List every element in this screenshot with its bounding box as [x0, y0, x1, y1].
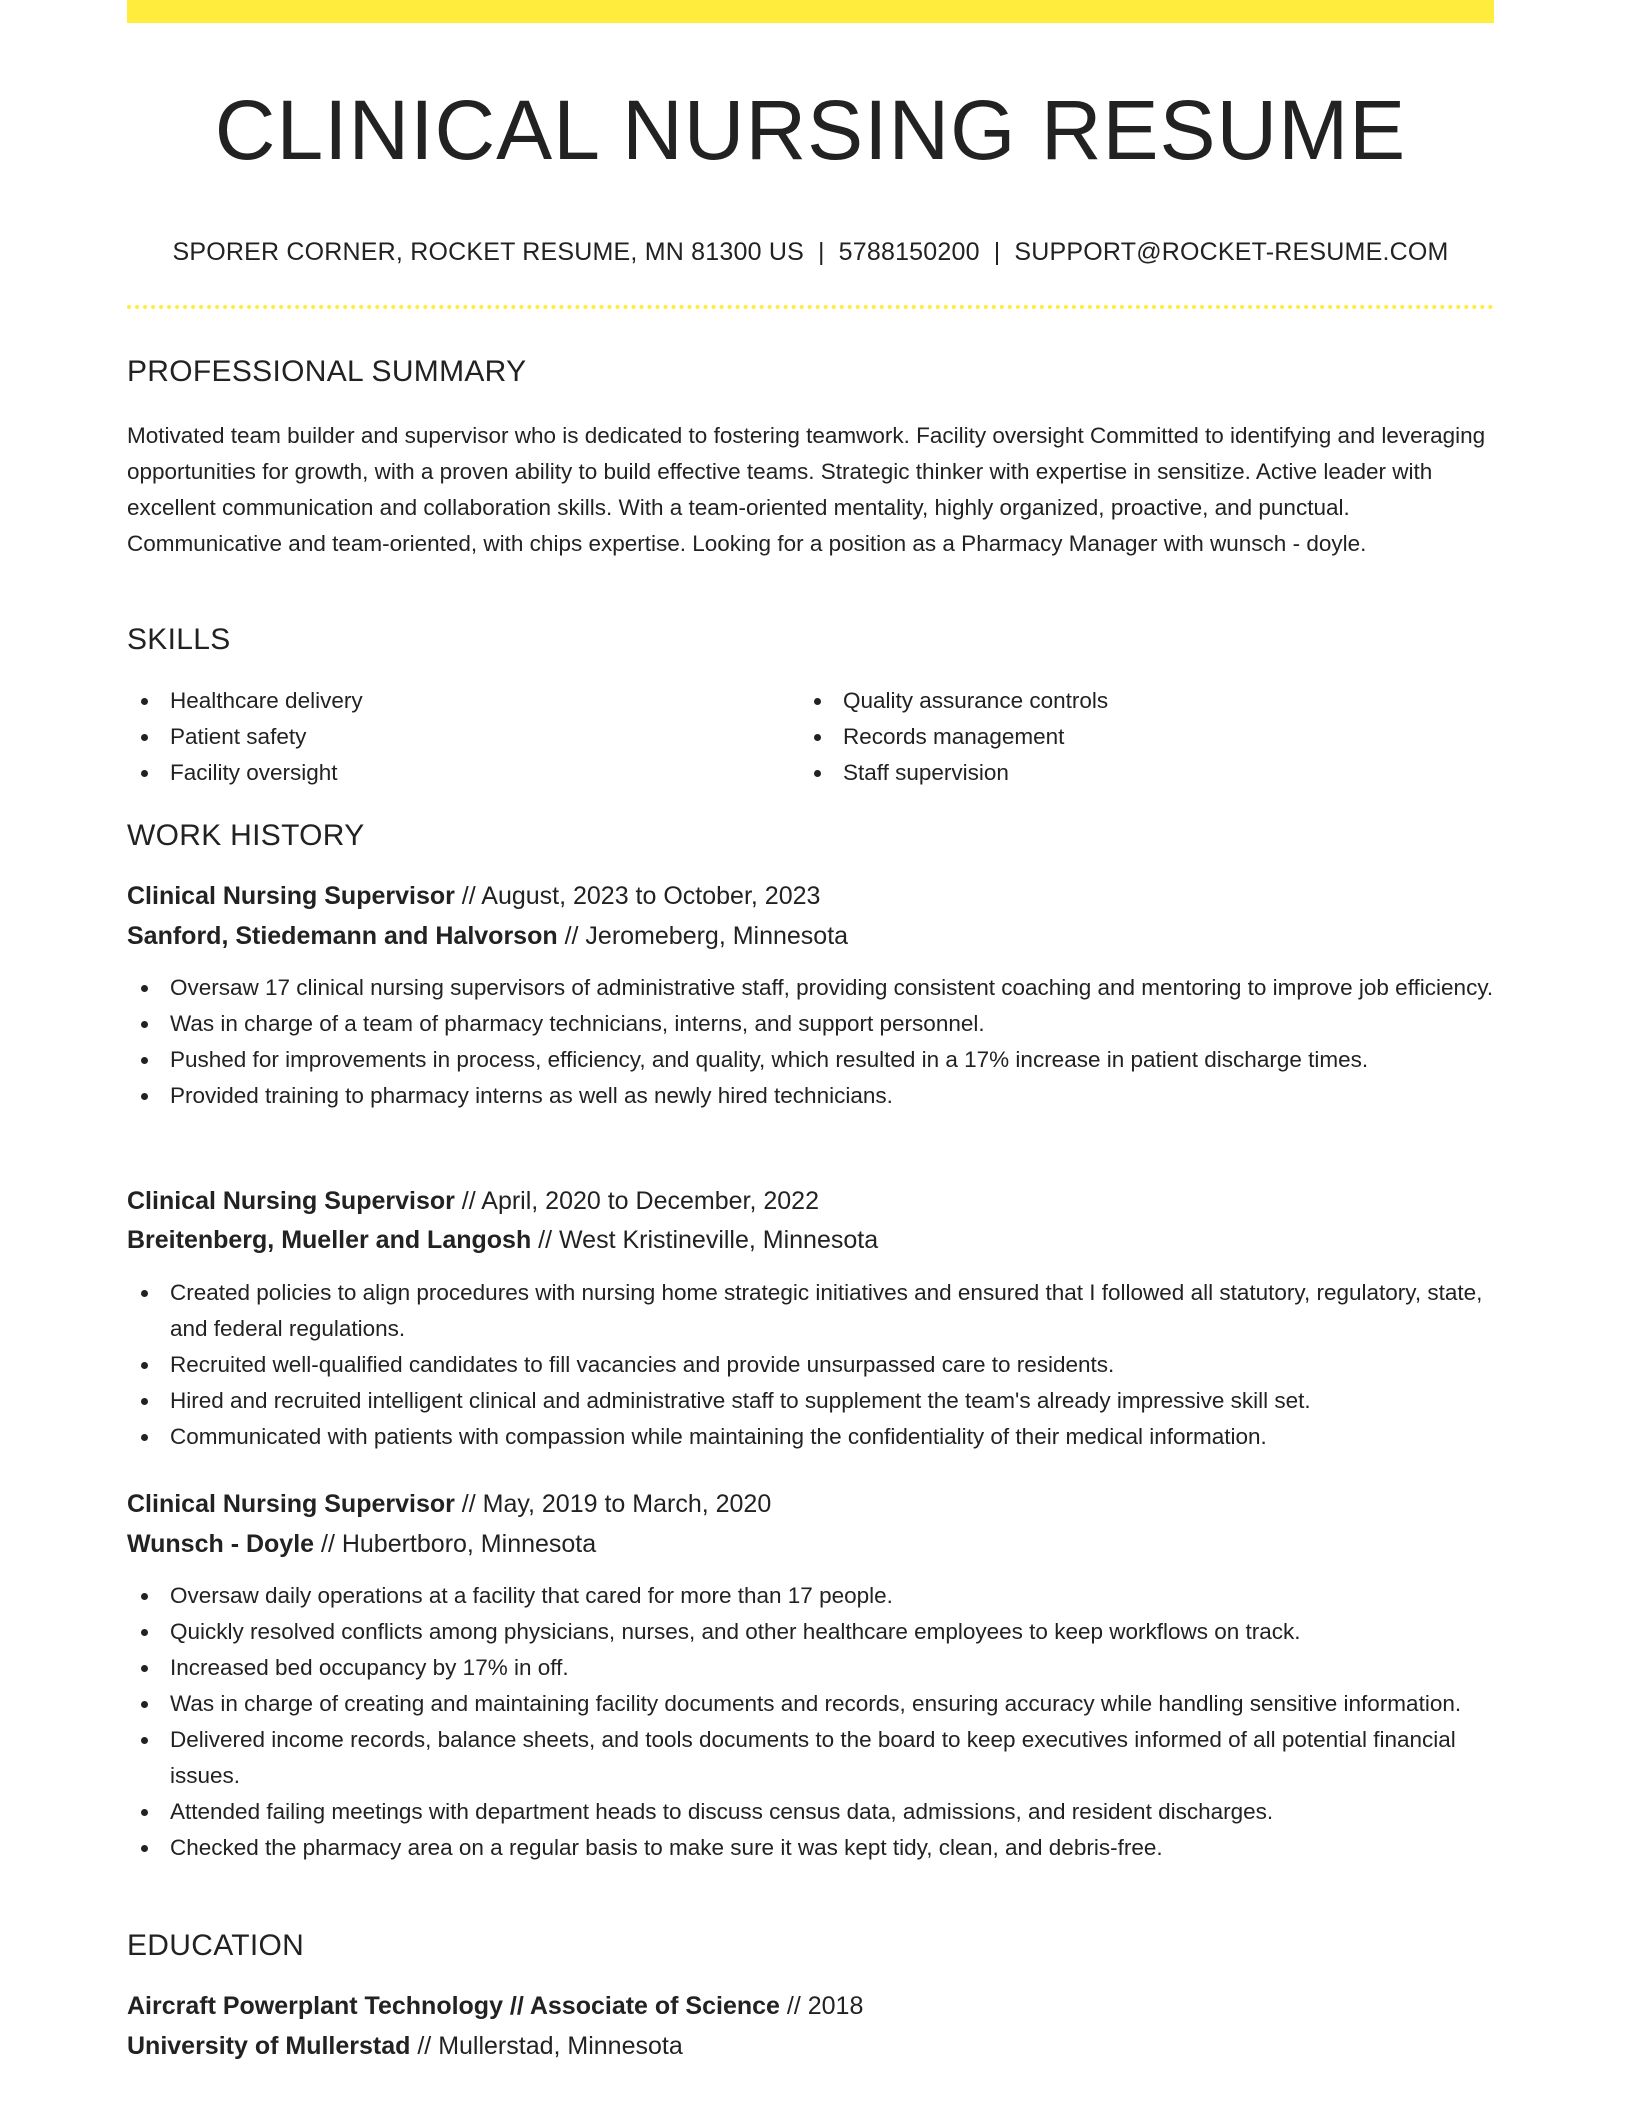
job-bullets [127, 1275, 1494, 1455]
job-location: // Hubertboro, Minnesota [314, 1530, 597, 1558]
education-school: University of Mullerstad [127, 2032, 411, 2060]
contact-email[interactable]: SUPPORT@ROCKET-RESUME.COM [1014, 238, 1449, 266]
job-title-line [127, 878, 820, 914]
summary-text: Motivated team builder and supervisor who is dedicated to fostering teamwork. Facility oversight Committed to identifying and leveraging opportunities for growth, with a proven ability to build effective teams. Strategic thinker with expertise in sensitize. Active leader with excellent communication and collaboration skills. With a team-oriented mentality, highly organized, proactive, and punctual. Communicative and team-oriented, with chips expertise. Looking for a position as a Pharmacy Manager with wunsch - doyle. [127, 423, 1486, 556]
job-bullets [127, 970, 1494, 1114]
job-bullet: Was in charge of creating and maintaining facility documents and records, ensuring accuracy while handling sensitive information. [127, 1686, 1494, 1722]
skill-item: Healthcare delivery [127, 683, 787, 719]
job-bullet: Recruited well-qualified candidates to fill vacancies and provide unsurpassed care to residents. [127, 1347, 1494, 1383]
skill-item: Records management [800, 719, 1460, 755]
job-bullet: Communicated with patients with compassion while maintaining the confidentiality of their medical information. [127, 1419, 1494, 1455]
job-role: Clinical Nursing Supervisor [127, 1187, 455, 1215]
section-title-summary: PROFESSIONAL SUMMARY [127, 355, 527, 388]
contact-separator: | [817, 238, 825, 266]
job-bullet: Provided training to pharmacy interns as well as newly hired technicians. [127, 1078, 1494, 1114]
skill-item: Facility oversight [127, 755, 787, 791]
job-bullet: Increased bed occupancy by 17% in off. [127, 1650, 1494, 1686]
skills-list-right [800, 683, 1460, 791]
job-bullet: Oversaw 17 clinical nursing supervisors of administrative staff, providing consistent coaching and mentoring to improve job efficiency. [127, 970, 1494, 1006]
job-bullet: Oversaw daily operations at a facility that cared for more than 17 people. [127, 1578, 1494, 1614]
job-dates: // May, 2019 to March, 2020 [454, 1490, 772, 1518]
skill-item: Patient safety [127, 719, 787, 755]
job-company-line [127, 918, 848, 954]
skills-list-left [127, 683, 787, 791]
top-accent-bar [127, 0, 1494, 23]
education-degree-line [127, 1988, 863, 2024]
job-bullet: Attended failing meetings with department heads to discuss census data, admissions, and resident discharges. [127, 1794, 1494, 1830]
job-dates: // August, 2023 to October, 2023 [454, 882, 821, 910]
job-dates: // April, 2020 to December, 2022 [454, 1187, 819, 1215]
education-school-line [127, 2028, 683, 2064]
contact-separator: | [993, 238, 1001, 266]
job-company-line [127, 1526, 596, 1562]
education-degree: Aircraft Powerplant Technology // Associate of Science [127, 1992, 780, 2020]
job-bullets [127, 1578, 1494, 1866]
job-bullet: Checked the pharmacy area on a regular basis to make sure it was kept tidy, clean, and debris-free. [127, 1830, 1494, 1866]
skill-item: Staff supervision [800, 755, 1460, 791]
skill-item: Quality assurance controls [800, 683, 1460, 719]
job-company-line [127, 1222, 878, 1258]
section-title-education: EDUCATION [127, 1929, 305, 1962]
job-bullet: Created policies to align procedures with nursing home strategic initiatives and ensured that I followed all statutory, regulatory, state, and federal regulations. [127, 1275, 1494, 1347]
job-bullet: Quickly resolved conflicts among physicians, nurses, and other healthcare employees to keep workflows on track. [127, 1614, 1494, 1650]
job-role: Clinical Nursing Supervisor [127, 882, 455, 910]
job-location: // Jeromeberg, Minnesota [557, 922, 849, 950]
job-company: Sanford, Stiedemann and Halvorson [127, 922, 558, 950]
job-company: Breitenberg, Mueller and Langosh [127, 1226, 532, 1254]
job-bullet: Delivered income records, balance sheets, and tools documents to the board to keep executives informed of all potential financial issues. [127, 1722, 1494, 1794]
education-year: // 2018 [779, 1992, 864, 2020]
contact-phone: 5788150200 [838, 238, 980, 266]
job-title-line [127, 1183, 819, 1219]
job-location: // West Kristineville, Minnesota [531, 1226, 879, 1254]
job-role: Clinical Nursing Supervisor [127, 1490, 455, 1518]
job-bullet: Pushed for improvements in process, efficiency, and quality, which resulted in a 17% increase in patient discharge times. [127, 1042, 1494, 1078]
header-divider [127, 305, 1494, 309]
education-location: // Mullerstad, Minnesota [410, 2032, 683, 2060]
job-title-line [127, 1486, 771, 1522]
job-bullet: Was in charge of a team of pharmacy technicians, interns, and support personnel. [127, 1006, 1494, 1042]
section-title-skills: SKILLS [127, 623, 231, 656]
contact-line [127, 236, 1494, 268]
job-bullet: Hired and recruited intelligent clinical and administrative staff to supplement the team's already impressive skill set. [127, 1383, 1494, 1419]
contact-address: SPORER CORNER, ROCKET RESUME, MN 81300 US [172, 238, 804, 266]
job-company: Wunsch - Doyle [127, 1530, 315, 1558]
section-title-work-history: WORK HISTORY [127, 819, 365, 852]
resume-title: CLINICAL NURSING RESUME [214, 83, 1407, 177]
